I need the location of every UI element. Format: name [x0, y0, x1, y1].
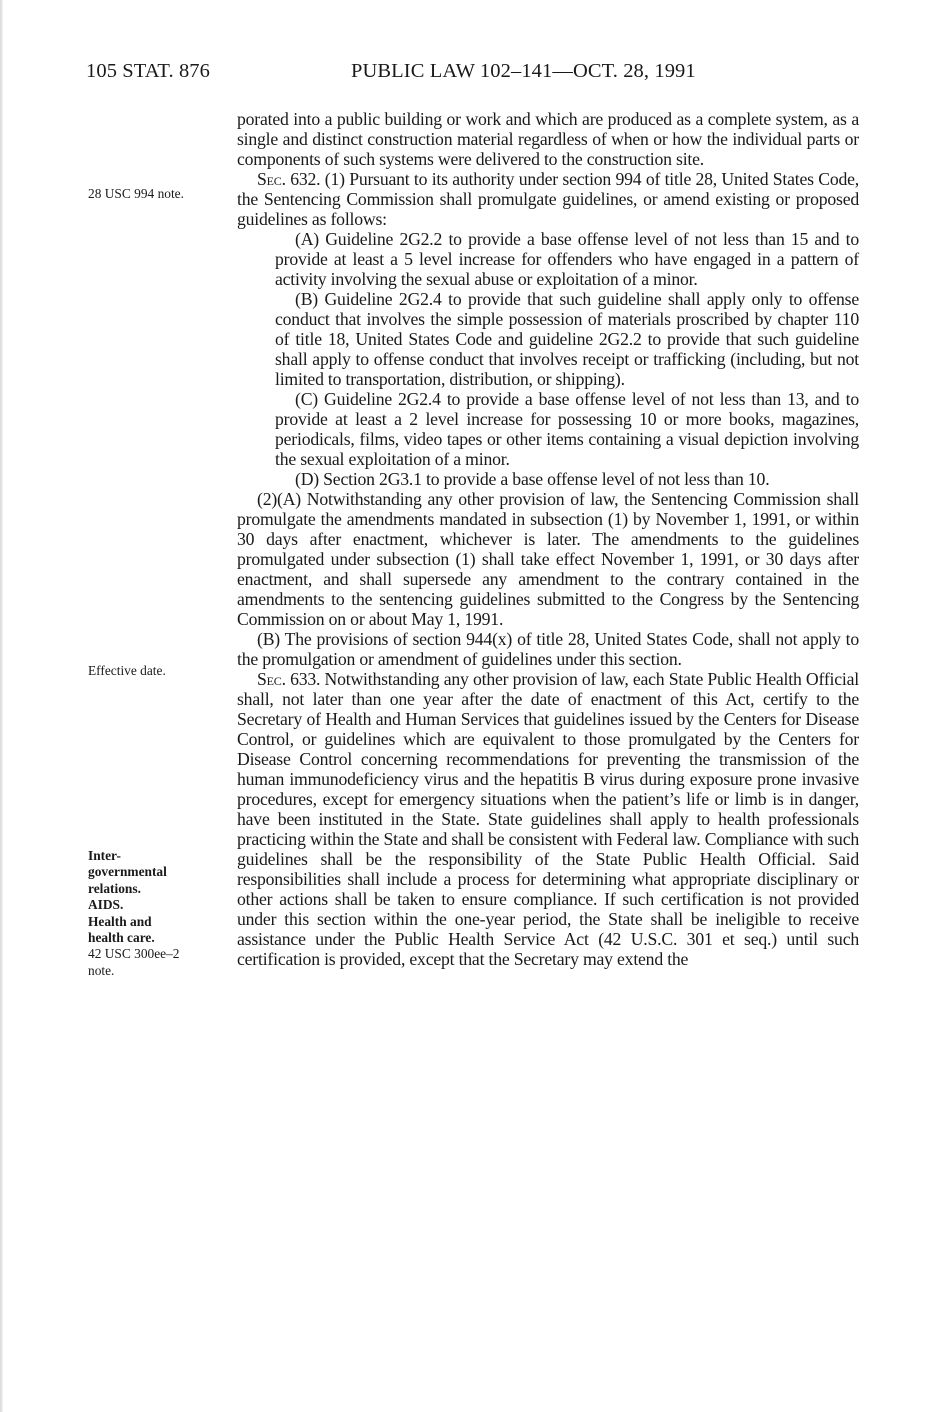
- continuation-paragraph: porated into a public building or work and which are produced as a complete system, as a single and distinct construction material regardless of when or how the individual parts or components of such systems were delivered to the construction site.: [237, 109, 859, 169]
- sec632-clause-b: (B) Guideline 2G2.4 to provide that such guideline shall apply only to offense conduct that involves the simple possession of materials proscribed by chapter 110 of title 18, United States Code and guideline 2G2.2 to provide that such guideline shall apply to offense conduct that involves receipt or trafficking (including, but not limited to transportation, distribution, or shipping).: [275, 289, 859, 389]
- margin-note-line: health care.: [88, 930, 155, 946]
- sec633-text: 633. Notwithstanding any other provision of law, each State Public Health Official shall, not later than one year after the date of enactment of this Act, certify to the Secretary of Health and Human Services that guidelines issued by the Centers for Disease Control, or guidelines which are equivalent to those promulgated by the Centers for Disease Control concerning recommendations for preventing the transmission of the human immunodeficiency virus and the hepatitis B virus during exposure prone invasive procedures, except for emergency situations when the patient’s life or limb is in danger, have been instituted in the State. State guidelines shall apply to health professionals practicing within the State and shall be consistent with Federal law. Compliance with such guidelines shall be the responsibility of the State Public Health Official. Said responsibilities shall include a process for determining what appropriate disciplinary or other actions shall be taken to ensure compliance. If such certification is not provided under this section within the one-year period, the State shall be ineligible to receive assistance under the Public Health Service Act (42 U.S.C. 301 et seq.) until such certification is provided, except that the Secretary may extend the: [237, 669, 859, 969]
- sec632-paragraph-2b: (B) The provisions of section 944(x) of title 28, United States Code, shall not apply to the promulgation or amendment of guidelines under this section.: [237, 629, 859, 669]
- running-title: PUBLIC LAW 102–141—OCT. 28, 1991: [351, 60, 696, 82]
- sec632-paragraph-2a: (2)(A) Notwithstanding any other provision of law, the Sentencing Commission shall promulgate the amendments mandated in subsection (1) by November 1, 1991, or within 30 days after enactment, whichever is later. The amendments to the guidelines promulgated under subsection (1) shall take effect November 1, 1991, or 30 days after enactment, and shall supersede any amendment to the contrary contained in the amendments to the sentencing guidelines submitted to the Congress by the Sentencing Commission on or about May 1, 1991.: [237, 489, 859, 629]
- section-label: Sec.: [257, 669, 286, 689]
- page-edge: [0, 0, 3, 1412]
- margin-note-sec633-topics: [88, 848, 218, 979]
- margin-note-line: AIDS.: [88, 897, 124, 913]
- sec632-clause-d: (D) Section 2G3.1 to provide a base offense level of not less than 10.: [295, 469, 770, 489]
- sec632-paragraph: [237, 169, 859, 229]
- statute-page-reference: 105 STAT. 876: [86, 60, 210, 82]
- margin-note-line: relations.: [88, 880, 141, 896]
- margin-note-citation: note.: [88, 962, 115, 978]
- sec632-clause-a: (A) Guideline 2G2.2 to provide a base offense level of not less than 15 and to provide at least a 5 level increase for offenders who have engaged in a pattern of activity involving the sexual abuse or exploitation of a minor.: [275, 229, 859, 289]
- margin-note-line: Inter-: [88, 848, 121, 863]
- sec633-paragraph: [237, 669, 859, 969]
- main-text: [237, 109, 859, 969]
- sec632-clause-c: (C) Guideline 2G2.4 to provide a base offense level of not less than 13, and to provide at least a 2 level increase for possessing 10 or more books, magazines, periodicals, films, video tapes or other items containing a visual depiction involving the sexual exploitation of a minor.: [275, 389, 859, 469]
- sec632-text: 632. (1) Pursuant to its authority under section 994 of title 28, United States Code, the Sentencing Commission shall promulgate guidelines, or amend existing or proposed guidelines as follows:: [237, 169, 859, 229]
- page-header: [86, 60, 866, 90]
- margin-note-sec632-citation: 28 USC 994 note.: [88, 186, 184, 201]
- margin-note-line: Health and: [88, 913, 152, 929]
- margin-note-citation: 42 USC 300ee–2: [88, 946, 180, 962]
- margin-note-effective-date: Effective date.: [88, 663, 166, 678]
- section-label: Sec.: [257, 169, 286, 189]
- margin-note-line: governmental: [88, 864, 167, 880]
